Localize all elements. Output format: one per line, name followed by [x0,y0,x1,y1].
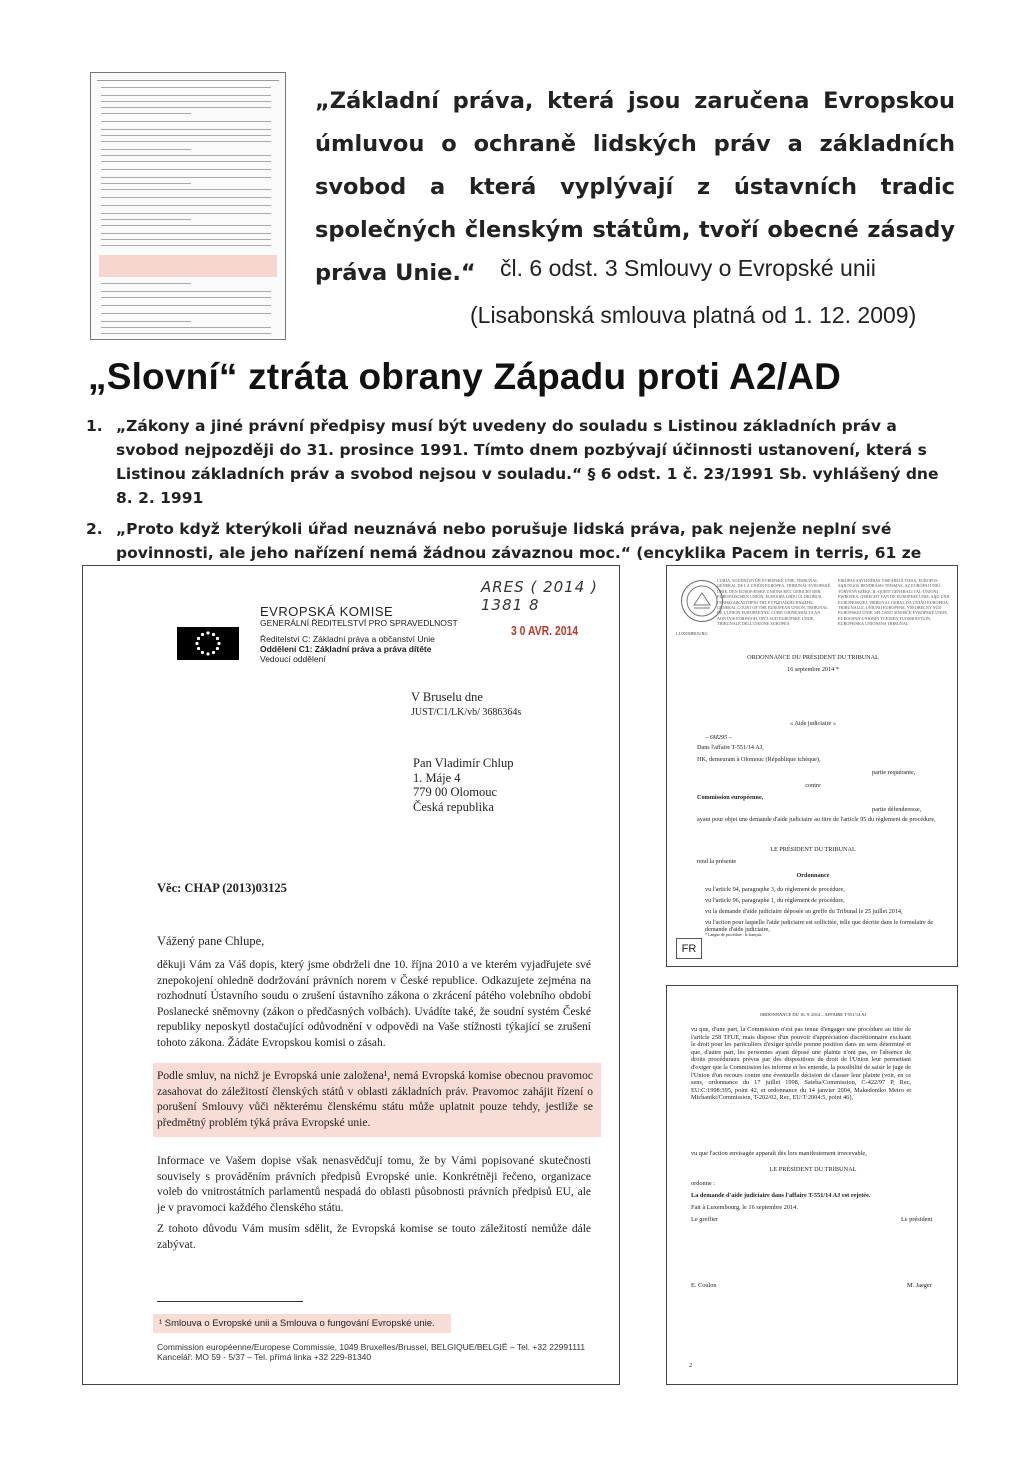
thumbnail-line [101,141,271,142]
eu-flag-icon [177,627,239,660]
greffier-name: E. Coulon [691,1282,717,1289]
defendant: Commission européenne, [697,794,764,801]
thumbnail-line [101,205,271,206]
thumbnail-line [101,197,271,198]
court-order-page-1 [666,565,958,967]
court-names [717,578,952,627]
recipient-country: Česká republika [413,799,494,814]
org-directorate: Ředitelství C: Základní práva a občanství Unie [260,633,435,644]
letter-highlighted-paragraph: Podle smluv, na nichž je Evropská unie založena¹, nemá Evropská komise obecnou pravomoc zasahovat do záležitostí členských států v oblasti základních práv. Pravomoc zahájit řízení o porušení Smlouvy vůči některému členskému státu může uplatnit pouze tehdy, jestliže se předmětný problém týká práva Evropské unie. [153,1063,601,1137]
recipient-street: 1. Máje 4 [413,770,461,785]
thumbnail-line [101,113,191,114]
treaty-page-thumbnail [90,72,286,340]
thumbnail-line [101,219,191,220]
language-note: * Langue de procédure : le français. [705,932,763,937]
thumbnail-line [101,313,271,314]
commission-letter [82,565,620,1385]
letter-paragraph: Informace ve Vašem dopise však nenasvědčují tomu, že by Vámi popisované skutečnosti souvisely s prováděním právních předpisů Evropské unie. Konkrétněji řečeno, organizace voleb do vnitrostátních parlamentů nespadá do oblasti působnosti právních předpisů EU, ale je v pravomoci každého členského státu. [157,1155,591,1214]
court-names-right: EIROPAS SAVIENĪBAS VISPĀRĒJĀ TIESA, EUROPOS SĄJUNGOS BENDRASIS TEISMAS, AZ EURÓPAI UNIÓ TÖRVÉNYSZÉKE, IL-QORTI ĠENERALI TAL-UNJONI EWROPEA, GERECHT VAN DE EUROPESE UNIE, SĄD UNII EUROPEJSKIEJ, TRIBUNAL GERAL DA UNIÃO EUROPEIA, TRIBUNALUL UNIUNII EUROPENE, VŠEOBECNÝ SÚD EURÓPSKEJ ÚNIE, SPLOŠNO SODIŠČE EVROPSKE UNIJE, EUROOPAN UNIONIN YLEINEN TUOMIOISTUIN, EUROPEISKA UNIONENS TRIBUNAL [838,578,950,627]
list-item-text: „Zákony a jiné právní předpisy musí být uvedeny do souladu s Listinou základních práv a svobod nejpozději do 31. prosince 1991. Tímto dnem pozbývají účinnosti ustanovení, která s Listinou základních práv a svobod nejsou v souladu.“ § 6 odst. 1 č. 23/1991 Sb. vyhlášený dne 8. 2. 1991 [116,417,939,507]
thumbnail-line [101,101,271,102]
footer-office: Kancelář: MO 59 - 5/37 – Tel. přímá linka +32 229-81340 [157,1352,372,1362]
thumbnail-line [101,283,191,284]
vu-line: vu l'article 94, paragraphe 3, du règlement de procédure, [705,886,845,893]
letter-subject: Věc: CHAP (2013)03125 [157,881,287,895]
rend-text: rend la présente [697,858,737,865]
recipient-name: Pan Vladimír Chlup [413,756,514,770]
order-decision: La demande d'aide judiciaire dans l'affaire T-551/14 AJ est rejetée. [691,1192,871,1199]
letter-paragraph: děkuji Vám za Váš dopis, který jsme obdrželi dne 10. října 2010 a ve kterém vyjadřujete své znepokojení ohledně dodržování právních norem v České republice. Odkazujete zejména na rozhodnutí Ústavního soudu o zrušení ústavního zákona o zkrácení pátého volebního období Poslanecké sněmovny (zákon o předčasných volbách). Uvádíte také, že soudní systém České republiky neposkytl dostačující odůvodnění v odpovědi na Vaše stížnosti týkající se zrušení tohoto zákona. Žádáte Evropskou komisi o zásah. [157,959,591,1049]
thumbnail-header-rule [97,76,279,81]
applicant-role: partie requérante, [872,769,916,776]
president-label: Le président [901,1216,933,1223]
footnote-divider [157,1301,303,1302]
list-item-number: 1. [86,417,103,435]
thumbnail-line [101,161,271,162]
date-stamp: 3 0 AVR. 2014 [511,623,579,638]
court-location: LUXEMBOURG [676,631,708,636]
org-unit: Oddělení C1: Základní práva a práva dítěte [260,643,432,654]
thumbnail-line [101,333,271,334]
thumbnail-line [101,177,271,178]
order-vu: vu que l'action envisagée apparaît dès lors manifestement irrecevable, [691,1150,867,1157]
recipient-address [413,756,513,814]
thumbnail-line [101,121,271,122]
thumbnail-line [101,213,271,214]
thumbnail-line [101,305,271,306]
language-badge: FR [676,938,702,959]
greffier-label: Le greffier [691,1216,718,1223]
org-head: Vedoucí oddělení [260,653,326,664]
thumbnail-line [101,239,271,240]
recipient-city: 779 00 Olomouc [413,785,498,799]
order-heading: ORDONNANCE DU PRÉSIDENT DU TRIBUNAL [747,654,879,661]
thumbnail-line [101,189,271,190]
thumbnail-line [101,155,271,156]
quote-source: čl. 6 odst. 3 Smlouvy o Evropské unii [500,255,876,281]
order-body: vu que, d'une part, la Commission n'est pas tenue d'engager une procédure au titre de l'article 258 TFUE, mais dispose d'un pouvoir d'appréciation discrétionnaire excluant le droit pour les particuliers d'exiger qu'elle prenne position dans un sens déterminé et que, d'autre part, les personnes ayant déposé une plainte n'ont pas, en l'absence de droits procéduraux prévus par des dispositions de droit de l'Union leur permettant d'exiger que la Commission les informe et les entende, la possibilité de saisir le juge de l'Union d'un recours contre une éventuelle décision de classer leur plainte (voir, en ce sens, ordonnance du 17 juillet 1998, Sateba/Commission, C-422/97 P, Rec, EU:C:1998:395, point 42, et ordonnance du 14 janvier 2004, Makedoniko Metro et Michaniki/Commission, T-202/02, Rec, EU:T:2004:5, point 46), [691,1026,911,1102]
letter-footnote: ¹ Smlouva o Evropské unii a Smlouva o fungování Evropské unie. [153,1314,451,1333]
contre-text: contre [805,782,821,789]
thumbnail-line [101,135,271,136]
page-title: „Slovní“ ztráta obrany Západu proti A2/AD [88,356,842,397]
page-number: 2 [689,1362,693,1369]
letter-place-date [411,690,521,720]
letter-letterhead [260,606,458,664]
thumbnail-line [101,327,271,328]
place-text: V Bruselu dne [411,690,483,704]
order-object: ayant pour objet une demande d'aide judiciaire au titre de l'article 95 du règlement de procédure, [697,816,936,823]
letter-paragraph: Z tohoto důvodu Vám musím sdělit, že Evropská komise se touto záležitostí nemůže dále zabývat. [157,1223,591,1251]
thumbnail-line [101,95,271,96]
list-item-number: 2. [86,520,103,538]
reference-number: JUST/C1/LK/vb/ 3686364s [411,707,522,718]
handwritten-reference: ARES ( 2014 ) 1381 8 [481,578,598,614]
footer-address: Commission européenne/Europese Commissie, 1049 Bruxelles/Brussel, BELGIQUE/BELGIË – Tel. +32 22991111 [157,1342,586,1352]
thumbnail-line [101,87,271,88]
president-heading: LE PRÉSIDENT DU TRIBUNAL [770,846,856,853]
thumbnail-highlight [99,255,277,277]
org-name: EVROPSKÁ KOMISE [260,604,394,619]
ordonnance-heading: Ordonnance [796,872,830,879]
defendant-role: partie défenderesse, [872,806,922,813]
org-dg: GENERÁLNÍ ŘEDITELSTVÍ PRO SPRAVEDLNOST [260,617,458,628]
applicant: HK, demeurant à Olomouc (République tchèque), [697,756,821,763]
ordonne-text: ordonne : [691,1180,715,1187]
thumbnail-line [101,183,191,184]
thumbnail-line [101,149,191,150]
thumbnail-line [101,129,271,130]
vu-line: vu l'action pour laquelle l'aide judiciaire est sollicitée, telle que décrite dans le formulaire de demande d'aide judiciaire, [705,919,934,933]
president-name: M. Jaeger [907,1282,932,1289]
order-place-date: Fait à Luxembourg, le 16 septembre 2014. [691,1204,798,1211]
list-item [86,414,956,510]
court-names-left: CURIA, SOUDNÍ DVŮR EVROPSKÉ UNIE, TRIBUNAL GENERAL DE LA UNIÓN EUROPEA, TRIBUNÁL EVROPSKÉ UNIE, DEN EUROPÆISKE UNIONS RET, GERICHT DER EUROPÄISCHEN UNION, EUROOPA LIIDU ÜLDKOHUS, ΓΕΝΙΚΟ ΔΙΚΑΣΤΗΡΙΟ ΤΗΣ ΕΥΡΩΠΑΪΚΗΣ ΕΝΩΣΗΣ, GENERAL COURT OF THE EUROPEAN UNION, TRIBUNAL DE L'UNION EUROPÉENNE, CÚIRT GHINEARÁLTA AN AONTAIS EORPAIGH, OPĆI SUD EUROPSKE UNIJE, TRIBUNALE DELL'UNIONE EUROPEA [717,578,831,627]
vu-line: vu l'article 96, paragraphe 1, du règlement de procédure, [705,897,845,904]
quote-text: „Základní práva, která jsou zaručena Evropskou úmluvou o ochraně lidských práv a základních svobod a která vyplývají z ústavních tradic společných členským státům, tvoří obecné zásady práva Unie.“ [315,88,955,286]
letter-greeting: Vážený pane Chlupe, [157,934,265,948]
thumbnail-line [101,225,271,226]
case-number: Dans l'affaire T-551/14 AJ, [697,744,764,751]
thumbnail-line [101,245,271,246]
quote-source-note: (Lisabonská smlouva platná od 1. 12. 2009) [470,302,917,328]
thumbnail-line [101,233,271,234]
thumbnail-line [101,169,271,170]
thumbnail-line [101,321,191,322]
court-order-page-2 [666,985,958,1385]
order-date: 16 septembre 2014 * [787,666,839,673]
thumbnail-line [101,297,271,298]
page-header: ORDONNANCE DU 16. 9. 2014 – AFFAIRE T-551/14 AJ [759,1012,867,1017]
thumbnail-line [101,107,271,108]
president-heading: LE PRÉSIDENT DU TRIBUNAL [769,1166,857,1173]
letter-footer [157,1342,585,1362]
handwritten-number: – 6M295 – [705,734,732,741]
list-item-text: „Proto když kterýkoli úřad neuznává nebo porušuje lidská práva, pak nejenže neplní své povinnosti, ale jeho nařízení nemá žádnou závaznou moc.“ (encyklika Pacem in terris, 61 ze [116,520,922,562]
thumbnail-line [101,291,271,292]
vu-line: vu la demande d'aide judiciaire déposée au greffe du Tribunal le 25 juillet 2014, [705,908,903,915]
order-type: « Aide judiciaire » [790,720,836,727]
